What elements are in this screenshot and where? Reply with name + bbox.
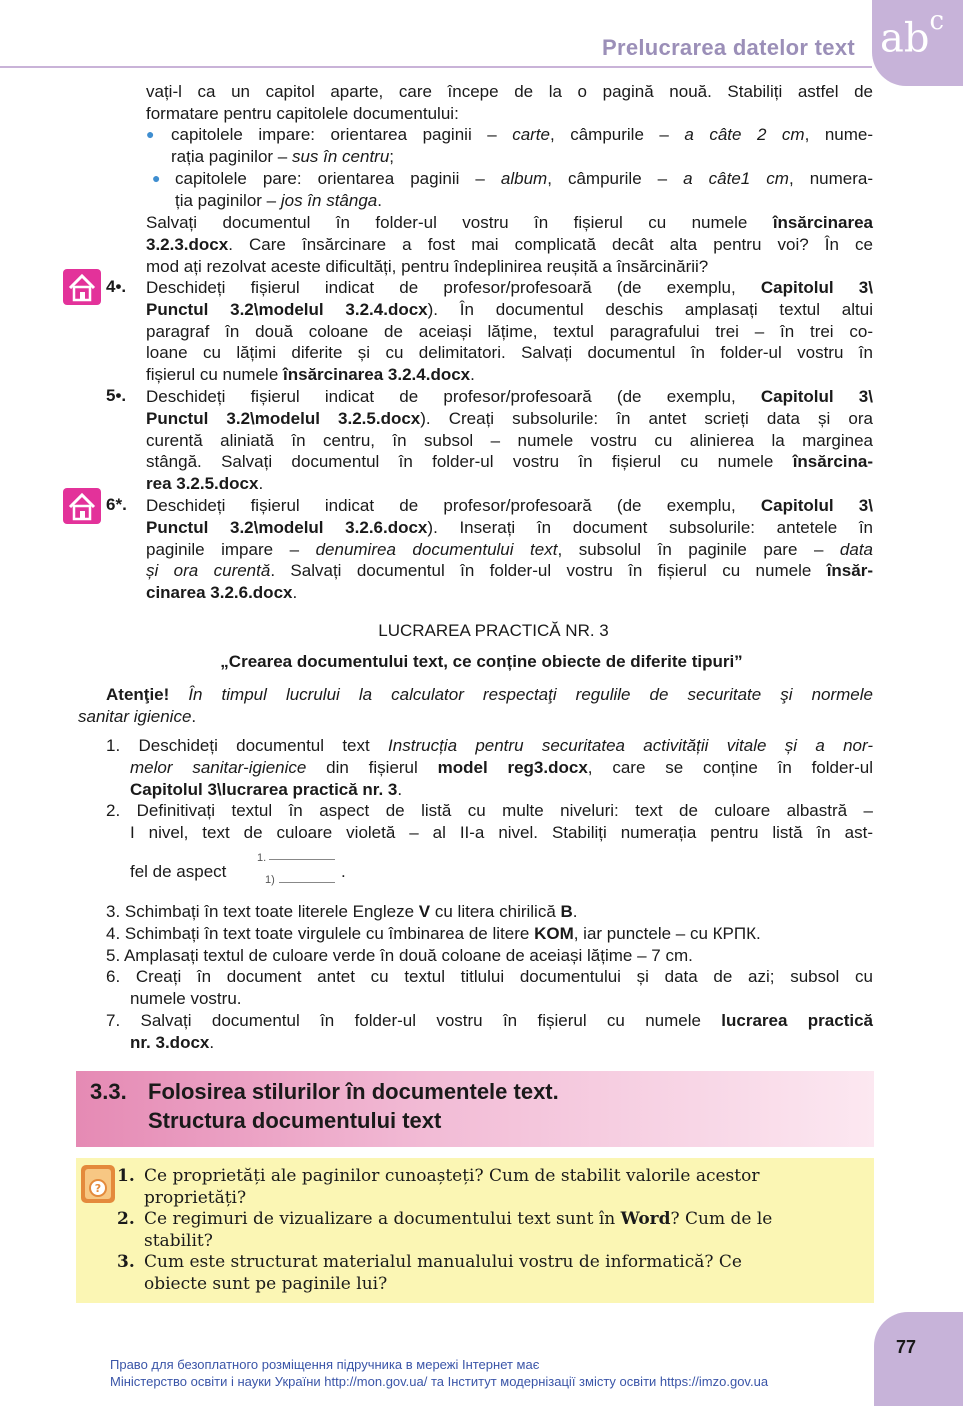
- task-5: Deschideți fișierul indicat de profesor/profesoară (de exemplu, Capitolul 3\ Punctul 3.2\modelul 3.2.5.docx). Creați subsolurile: în antet scrieți data și ora curentă aliniată în centru, în subsol – numele vostru cu alinierea la marginea stângă. Salvați documentul în folder-ul vostru în fișierul cu numele însărcina- rea 3.2.5.docx.: [146, 387, 873, 494]
- bullet-icon: ●: [152, 170, 161, 186]
- bullet-item-odd: capitolele impare: orientarea paginii – carte, câmpurile – a câte 2 cm, nume- rația paginilor – sus în centru;: [171, 125, 874, 166]
- abc-logo: $ab^c$: [880, 6, 945, 62]
- practice-steps: 1. Deschideți documentul text Instrucția pentru securitatea activității vitale și a nor- melor sanitar-igienice din fișierul model reg3.docx, care se conține în folder-ul Capitolul 3\lucrarea practică nr. 3. 2. Definitivați textul în aspect de listă cu multe niveluri: text de culoare albastră – I nivel, text de culoare violetă – al II-a nivel. Stabiliți numerația pentru listă în ast-: [106, 736, 874, 843]
- task-4: Deschideți fișierul indicat de profesor/profesoară (de exemplu, Capitolul 3\ Punctul 3.2\modelul 3.2.4.docx). În documentul deschis amplasați textul altui paragraf în două coloane de aceiași lățime, textul paragrafului trei – în trei co- loane cu lățimi diferite și cu delimitatori. Salvați documentul în folder-ul vostru în fișierul cu numele însărcinarea 3.2.4.docx.: [146, 278, 873, 385]
- question-number: 3.: [117, 1252, 135, 1272]
- intro-line: vați-l ca un capitol aparte, care începe de la o pagină nouă. Stabiliți astfel de: [146, 82, 873, 101]
- bullet-item-even: capitolele pare: orientarea paginii – album, câmpurile – a câte1 cm, numera- ția paginilor – jos în stânga.: [175, 169, 873, 210]
- question-1: Ce proprietăți ale paginilor cunoașteți? Cum de stabilit valorile acestor proprietăți?: [144, 1166, 760, 1208]
- list-aspect-sample: 1. 1): [255, 852, 340, 888]
- section-title-line: Folosirea stilurilor în documentele text.: [148, 1079, 559, 1104]
- task-6: Deschideți fișierul indicat de profesor/profesoară (de exemplu, Capitolul 3\ Punctul 3.2\modelul 3.2.6.docx). Inserați în document subsolurile: antetele în paginile impare – denumirea documentului text, subsolul în paginile pare – data și ora curentă. Salvați documentul în folder-ul vostru în fișierul cu numele însăr- cinarea 3.2.6.docx.: [146, 496, 874, 603]
- practice-steps-2: 3. Schimbați în text toate literele Engleze V cu litera chirilică B. 4. Schimbați în text toate virgulele cu îmbinarea de litere KOM, iar punctele – cu КРПК. 5. Amplasați textul de culoare verde în două coloane de aceiași lățime – 7 cm. 6. Creați în document antet cu textul titlului documentului și data de azi; subsol cu numele vostru. 7. Salvați documentul în folder-ul vostru în fișierul cu numele lucrarea practică nr. 3.docx.: [106, 902, 873, 1052]
- practice-subheading: „Crearea documentului text, ce conține obiecte de diferite tipuri”: [220, 652, 743, 671]
- section-title: [90, 1077, 559, 1135]
- svg-text:?: ?: [94, 1182, 102, 1195]
- question-number: 1.: [117, 1166, 135, 1186]
- question-2: Ce regimuri de vizualizare a documentului text sunt în Word? Cum de le stabilit?: [144, 1209, 773, 1251]
- bullet-icon: ●: [146, 126, 155, 142]
- step2-end: .: [341, 862, 346, 881]
- task-number: 6*.: [106, 495, 127, 514]
- warning-text: Atenţie! În timpul lucrului la calculator respectaţi regulile de securitate şi normele sanitar igienice.: [78, 685, 873, 726]
- home-icon: [62, 268, 102, 306]
- header-title: Prelucrarea datelor text: [602, 35, 855, 60]
- page-number-tab: [874, 1312, 963, 1406]
- section-title-line: Structura documentului text: [148, 1108, 442, 1133]
- task-number: 4•.: [106, 277, 127, 296]
- intro-text: [146, 81, 873, 125]
- section-number: 3.3.: [90, 1079, 127, 1104]
- question-number: 2.: [117, 1209, 135, 1229]
- home-icon: [62, 487, 102, 525]
- question-3: Cum este structurat materialul manualului vostru de informatică? Ce obiecte sunt pe paginile lui?: [144, 1252, 742, 1294]
- question-icon: [80, 1164, 116, 1204]
- intro-line: formatare pentru capitolele documentului:: [146, 103, 459, 123]
- page-number: 77: [896, 1337, 917, 1357]
- save-instruction: Salvați documentul în folder-ul vostru în fișierul cu numele însărcinarea 3.2.3.docx. Care însărcinare a fost mai complicată decât alta pentru voi? În ce mod ați rezolvat aceste dificultăți, pentru îndeplinirea reușită a însărcinării?: [146, 213, 873, 276]
- task-number: 5•.: [106, 386, 127, 405]
- practice-heading: LUCRAREA PRACTICĂ NR. 3: [378, 621, 609, 640]
- header-rule: [0, 66, 872, 68]
- footer-line: Право для безоплатного розміщення підручника в мережі Інтернет має: [110, 1357, 540, 1372]
- footer-line: Міністерство освіти і науки України http://mon.gov.ua/ та Інститут модернізації змісту освіти https://imzo.gov.ua: [110, 1374, 769, 1389]
- step2-aspect: fel de aspect: [130, 862, 227, 881]
